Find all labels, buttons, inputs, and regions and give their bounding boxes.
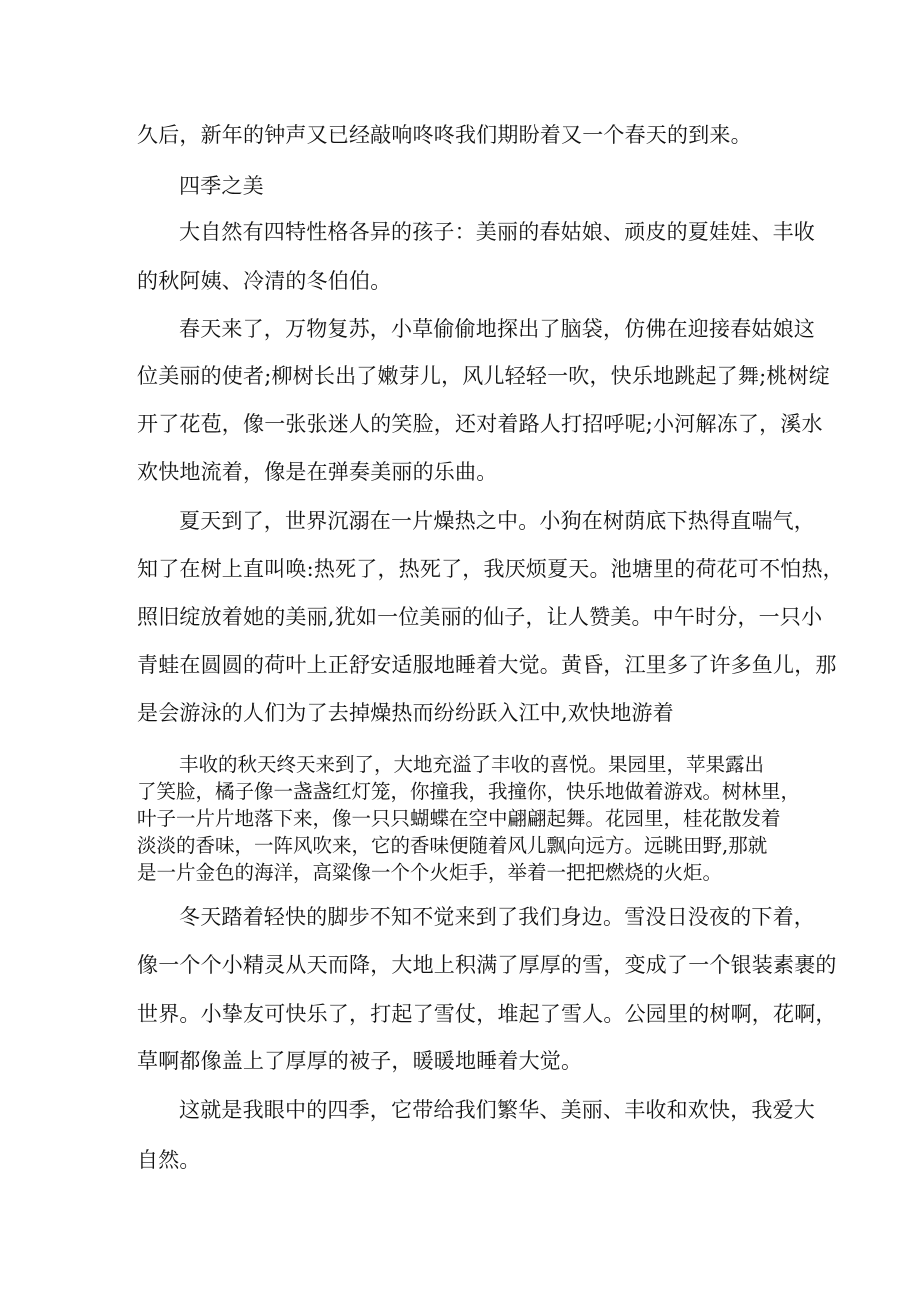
text-line: 像一个个小精灵从天而降，大地上积满了厚厚的雪，变成了一个银装素裹的 xyxy=(137,953,837,977)
text-line: 开了花苞，像一张张迷人的笑脸，还对着路人打招呼呢;小河解冻了，溪水 xyxy=(137,412,823,436)
text-line: 久后，新年的钟声又已经敲响咚咚我们期盼着又一个春天的到来。 xyxy=(137,123,752,147)
text-line: 的秋阿姨、冷清的冬伯伯。 xyxy=(137,269,392,293)
text-line: 叶子一片片地落下来，像一只只蝴蝶在空中翩翩起舞。花园里，桂花散发着 xyxy=(137,807,781,830)
text-line: 照旧绽放着她的美丽,犹如一位美丽的仙子，让人赞美。中午时分，一只小 xyxy=(137,605,823,629)
text-line: 四季之美 xyxy=(179,174,264,198)
text-line: 春天来了，万物复苏，小草偷偷地探出了脑袋，仿佛在迎接春姑娘这 xyxy=(179,317,815,341)
text-line: 丰收的秋天终天来到了，大地充溢了丰收的喜悦。果园里，苹果露出 xyxy=(179,753,765,776)
text-line: 欢快地流着，像是在弹奏美丽的乐曲。 xyxy=(137,460,498,484)
text-line: 是会游泳的人们为了去掉燥热而纷纷跃入江中,欢快地游着 xyxy=(137,701,674,725)
text-line: 位美丽的使者;柳树长出了嫩芽儿，风儿轻轻一吹，快乐地跳起了舞;桃树绽 xyxy=(137,364,830,388)
text-line: 夏天到了，世界沉溺在一片燥热之中。小狗在树荫底下热得直喘气， xyxy=(179,509,815,533)
text-line: 世界。小挚友可快乐了，打起了雪仗，堆起了雪人。公园里的树啊，花啊， xyxy=(137,1002,837,1026)
text-line: 大自然有四特性格各异的孩子：美丽的春姑娘、顽皮的夏娃娃、丰收 xyxy=(179,220,815,244)
text-line: 冬天踏着轻快的脚步不知不觉来到了我们身边。雪没日没夜的下着， xyxy=(179,905,815,929)
text-line: 是一片金色的海洋，高粱像一个个火炬手，举着一把把燃烧的火炬。 xyxy=(137,861,723,884)
text-line: 了笑脸，橘子像一盏盏红灯笼，你撞我，我撞你，快乐地做着游戏。树林里， xyxy=(137,780,801,803)
text-line: 青蛙在圆圆的荷叶上正舒安适服地睡着大觉。黄昏，江里多了许多鱼儿，那 xyxy=(137,653,837,677)
text-line: 这就是我眼中的四季，它带给我们繁华、美丽、丰收和欢快，我爱大 xyxy=(179,1098,815,1122)
text-line: 淡淡的香味，一阵风吹来，它的香味便随着风儿飘向远方。远眺田野,那就 xyxy=(137,834,768,857)
text-line: 自然。 xyxy=(137,1148,201,1172)
text-line: 知了在树上直叫唤:热死了，热死了，我厌烦夏天。池塘里的荷花可不怕热， xyxy=(137,557,844,581)
text-line: 草啊都像盖上了厚厚的被子，暖暖地睡着大觉。 xyxy=(137,1049,583,1073)
